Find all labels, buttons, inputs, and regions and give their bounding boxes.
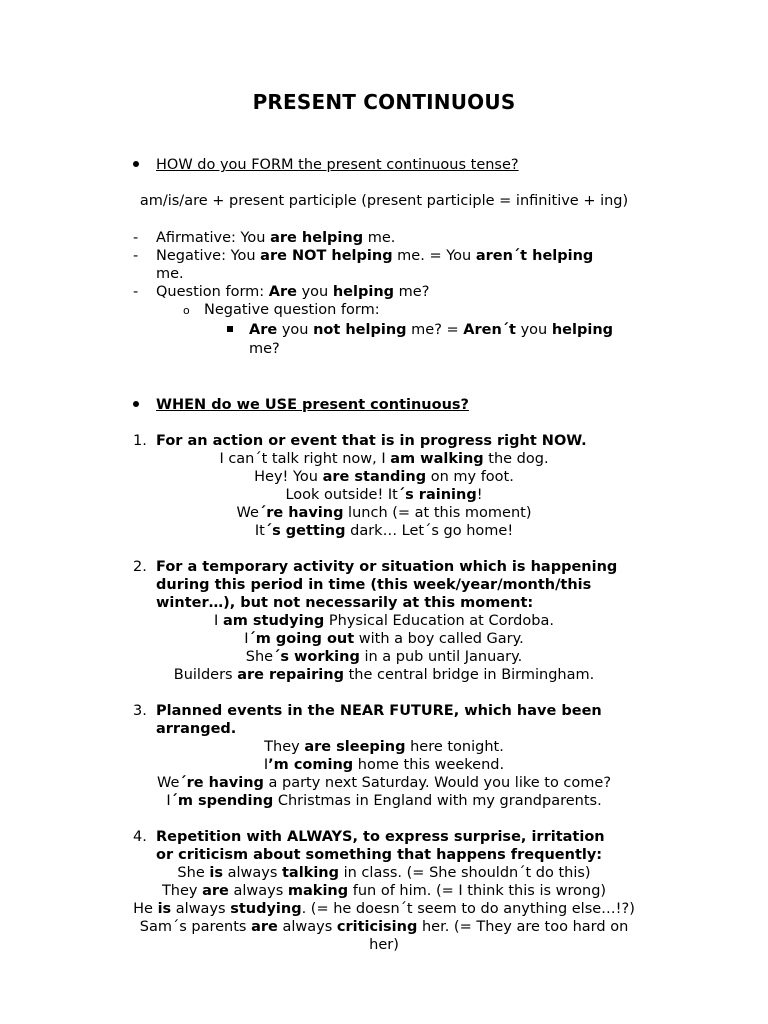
use-heading: WHEN do we USE present continuous? [156,397,469,413]
example-sentence: I´m going out with a boy called Gary. [244,631,524,647]
question-line: Question form: Are you helping me? [156,284,430,300]
neg-question-line-cont: me? [249,341,280,357]
negative-line: Negative: You are NOT helping me. = You aren´t helping [156,248,594,264]
example-sentence: I´m spending Christmas in England with my grandparents. [166,793,602,809]
affirmative-line: Afirmative: You are helping me. [156,230,396,246]
example-sentence: She´s working in a pub until January. [245,649,523,665]
formula-line: am/is/are + present participle (present participle = infinitive + ing) [139,193,629,209]
example-sentence: I can´t talk right now, I am walking the dog. [219,451,549,467]
use-title: Planned events in the NEAR FUTURE, which have been [156,703,602,719]
neg-question-line: Are you not helping me? = Aren´t you helping [249,322,614,338]
example-sentence: She is always talking in class. (= She shouldn´t do this) [177,865,591,881]
dash-icon: - [133,230,139,246]
list-number: 3. [133,703,147,719]
example-sentence: He is always studying. (= he doesn´t seem to do anything else…!?) [133,901,635,917]
example-sentence: Look outside! It´s raining! [285,487,483,503]
example-sentence: I’m coming home this weekend. [263,757,505,773]
use-title: Repetition with ALWAYS, to express surprise, irritation [156,829,605,845]
bullet-icon [133,401,139,407]
example-sentence: Hey! You are standing on my foot. [254,469,514,485]
dash-icon: - [133,248,139,264]
example-sentence: I am studying Physical Education at Cordoba. [214,613,554,629]
dash-icon: - [133,284,139,300]
use-title: winter…), but not necessarily at this moment: [156,595,534,611]
neg-question-label: Negative question form: [204,302,380,318]
use-title: arranged. [156,721,237,737]
negative-line-cont: me. [156,266,184,282]
example-sentence: Sam´s parents are always criticising her. (= They are too hard on [139,919,629,935]
bullet-icon [133,161,139,167]
use-title: For a temporary activity or situation which is happening [156,559,618,575]
use-title: during this period in time (this week/year/month/this [156,577,592,593]
circle-bullet-icon: o [183,304,190,317]
form-heading: HOW do you FORM the present continuous tense? [156,157,519,173]
use-title: For an action or event that is in progress right NOW. [156,433,587,449]
use-title: or criticism about something that happens frequently: [156,847,603,863]
list-number: 1. [133,433,147,449]
example-sentence: They are sleeping here tonight. [264,739,504,755]
page-title: PRESENT CONTINUOUS [252,90,516,114]
square-bullet-icon [227,326,233,332]
example-sentence: It´s getting dark… Let´s go home! [254,523,514,539]
list-number: 2. [133,559,147,575]
list-number: 4. [133,829,147,845]
example-sentence: They are always making fun of him. (= I think this is wrong) [161,883,607,899]
example-sentence: her) [369,937,399,953]
example-sentence: We´re having a party next Saturday. Would you like to come? [156,775,612,791]
example-sentence: We´re having lunch (= at this moment) [236,505,532,521]
example-sentence: Builders are repairing the central bridge in Birmingham. [173,667,595,683]
